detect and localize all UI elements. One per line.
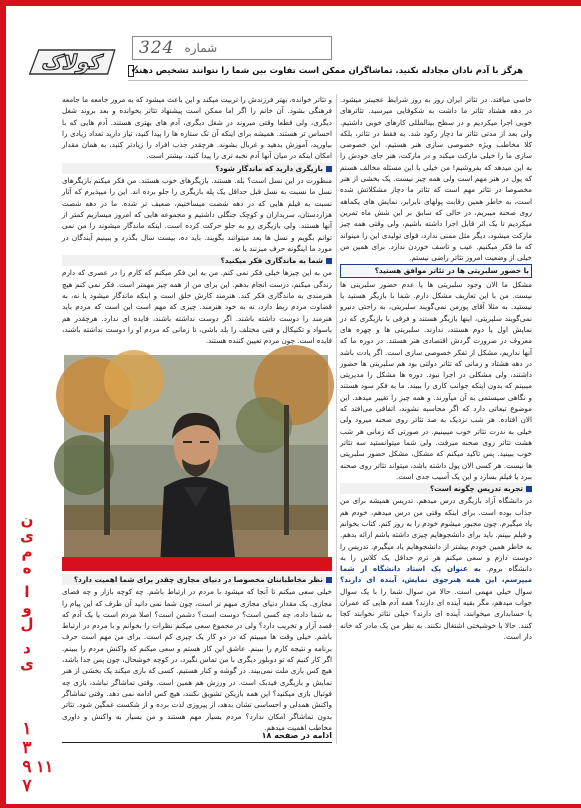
side-word-first [20, 512, 34, 576]
right-column [340, 94, 532, 744]
side-digit: ۱ [22, 719, 32, 739]
portrait-photo [64, 355, 328, 567]
bottom-red-border [0, 804, 581, 808]
page-number: ۱۱ [36, 757, 54, 776]
side-year [22, 720, 31, 796]
tagline-row [128, 64, 523, 78]
logo-text: کولاک [39, 50, 105, 74]
question-heading: به عنوان یک استاد دانشگاه از شما میپرسم، این همه هنرجوی نمایش، آینده ای دارند؟ [340, 564, 532, 585]
subheading: شما به ماندگاری فکر میکنید؟ [62, 255, 332, 266]
issue-number: 324 [139, 38, 175, 58]
lower-left-column [62, 573, 332, 732]
paragraph: در دانشگاه آزاد بازیگری درس میدهم. تدریس همیشه برای من جذاب بوده است. برای اینکه وقتی من درس میدهم، خودم هم یاد میگیرم. چون مجبور میشوم خودم را به روز کنم. کتاب بخوانم و فیلم ببینم. باید برای دانشجوهایم چیزی داشته باشم ارائه بدهم. به خاطر همین خودم بیشتر از دانشجوهایم یاد میگیرم. تدریس را دوست دارم و سعی میکنم هر ترم حداقل یک کلاس را به دانشگاه بروم. [340, 496, 532, 574]
kolak-logo [22, 44, 122, 82]
photo-caption-bar [62, 557, 332, 571]
header-rule [128, 80, 528, 81]
side-label [12, 512, 42, 796]
continue-text: ادامه در صفحه ۱۸ [261, 730, 332, 740]
top-red-border [0, 0, 581, 6]
paragraph: مشکل ما الان وجود سلبریتی ها یا عدم حضور سلبریتی ها نیست. من با این تعاریف مشکل دارم. شما با بازیگر هستید یا نیستید. به مثلا آقای پورمن نمی‌گویند سلبریتی، به راحتی دنیرو نمی‌گویند سلبریتی، اینها بازیگر هستند و فرقی با بازیگری که در نمایش اول یا دوم هستند، ندارند. سلبریتی ها و چهره های معروف در ضرورت گردش اقتصادی هنر هستند. در دوره ما که آنها نداریم، مشکل از تفکر خصوصی سازی است. اگر یادت باشد در دهه هشتاد و زمانی که تئاتر دولتی بود هم سلبریتی ها حضور داشتند، ولی مشکلی در اجرا نبود. دوره ها مشکل را مدیریتی میبینم که بدون اینکه جوانب کاری را ببیند. ما به فکر سود هستند و نگاهی سیستمی به آن میآورند. و همه چیز را تغییر میدهد. این موضوع تبعاتی دارد که اگر محاسبه نشوند، اتفاقی می‌افتد که الان افتاده. هر شب نزدیک به صد تئاتر روی صحنه میرود ولی خیلی به ندرت تئاتر خوب میبینیم. در صورتی که زمانی هر شب هشت تئاتر روی صحنه میرفت. ولی شما میتوانستید سه تئاتر خوب ببینید. پس تاکید میکنم که مشکل، مشکل حضور سلبریتی ها نیست. هر کسی الان پول داشته باشد، میتواند تئاتر روی صحنه ببرد یا فیلم بسازد و این یک آسیب جدی است. [340, 279, 532, 481]
side-word-second [20, 584, 33, 632]
side-digit: ۹ [22, 757, 32, 777]
side-char: ی [20, 655, 34, 673]
side-char: ا [24, 583, 30, 601]
column-divider [336, 94, 337, 744]
side-char: ن [20, 511, 34, 529]
side-word-third [20, 640, 34, 672]
paragraph: من به این چیزها خیلی فکر نمی کنم. من به این فکر میکنم که کارم را در عصری که دارم زندگی میکنم، درست انجام بدهم. این برای من از همه چیز مهمتر است. فکر نمی کنم هیچ هنرمندی به ماندگاری فکر کند. هنرمند کارش خلق است و اینکه ماندگار میشود یا نه، به قضاوت مردم ربط دارد، نه به خود هنرمند. چیزی که مهم است این است که مردم باید هنرمند را دوست داشته باشند. اگر دوست نداشته باشند، فایده ای ندارد. هرچقدر هم باسواد و تکنیکال و فنی مختلف را بلد باشی، تا زمانی که مردم او را دوست نداشته باشند، فایده است. چون مردم تعیین کننده هستند. [62, 268, 332, 346]
side-char: ه [22, 559, 32, 577]
tagline: هرگز با آدم نادان مجادله نکنید. تماشاگران ممکن است تفاوت بین شما را نتوانند تشخیص دهند [134, 66, 523, 76]
issue-box [132, 36, 332, 60]
side-char: د [23, 639, 31, 657]
side-digit: ۷ [22, 776, 32, 796]
subheading: بازیگری دارید که ماندگار شود؟ [62, 163, 332, 174]
issue-label: شماره [184, 41, 218, 55]
paragraph: خیلی سعی میکنم تا آنجا که میشود با مردم در ارتباط باشم. چه کوچه بازار و چه فضای مجازی. یک مقدار دنیای مجازی مبهم تر است، چون شما نمی دانید آن طرف که این پیام را به شما داده، چه کسی است؟ دوست است؟ دشمن است؟ اصلا مردم است یا یک آدم که قصد آزار و تخریب دارد؟ ولی در مجموع سعی میکنم نظرات را بخوانم و با مردم در ارتباط باشم. خیلی وقت ها میبینم که در دو کار یک چیزی کم است. برای من مهم است حرف برنامه و نتیجه کارم را ببینم. عاشق این کار هستم و سعی میکنم که واکنش مردم را ببینم. اگر کار کنیم که تو دوبلور دیگری با من تماس نگیرد، در کوچه خوشحال، چون پس جدا باشد، هیچ کس بازی ملت نمی‌بیند. در گوشه و کنار هستیم. کسی که بازی میکند یک بخشی از هنر نمایش و بازیگری فیدبک است. در ورزش هم همین است. وقتی تماشاگر نباشد، بازی چه فوتبال بازی میکنید؟ این همه بازیکن تشویق نکنند، هیچ کس ادامه نمی دهد. وقتی تماشاگر واکنش همدلی و احساسی تشان بدهد، از پیروزی لذت برده و از شکست غمگین شود. تئاتر بدون تماشاگر امکان ندارد؟ مردم بسیار مهم هستند و من بسیار به واکنش و داوری مخاطب اهمیت میدهم. [62, 587, 332, 732]
continue-note [80, 728, 332, 742]
paragraph: خاصی میافتد. در تئاتر ایران روز به روز شرایط عجیبتر میشود. در دهه هشتاد تئاتر ما داشت به شکوفایی میرسید. تئاترهای خوبی اجرا میکردیم و در سطح بینالمللی کارهای خوبی داشتیم. ولی بعد از مدتی تئاتر ما دچار رکود شد. به فقط در تئاتر، بلکه کلا مخاطب ویژه خصوصی سازی هنر هستیم. این خصوصی سازی ما را خیلی مارکت میکند و در مارکت، هنر جای خودش را به این میدهد که بفروشیم! من خیلی با این مسئله مخالف هستم که پول در هنر مهم است ولی همه چیز نیست. یک بخشی از هنر مخصوصا در تئاتر مهم است که تئاتر ما دچار مشکلاتش شده است، به خاطر همین رقابت پولهای نابرابر، نمایش های یکماهه روی صحنه میبریم، در حالی که سابق بر این شش ماه تمرین میکردیم تا یک اثر قابل اجرا داشته باشیم، ولی وقتی همه چیز مارکت میشود، دیگر مثل ممنی ندارد، قوای تولیدی این را میتواند که ما فکر میکنیم. عیب و تاسف خوردن ندارد. برای همین من خیلی از وضعیت امروز تئاتر راضی نیستم. [340, 95, 532, 263]
side-char: ل [20, 615, 34, 633]
side-char: و [22, 599, 32, 617]
continue-rule [62, 742, 332, 743]
side-char: م [21, 543, 33, 561]
side-digit: ۳ [22, 738, 32, 758]
subheading: با حضور سلبریتی ها در تئاتر موافق هستید؟ [340, 264, 532, 277]
side-char: ی [20, 527, 34, 545]
paragraph: منظورت در این نسل است؟ بله. هستند. بازیگرهای خوب هستند. من فکر میکنم بازیگرهای نسل ما نسبت به نسل قبل حداقل یک پله بازیگری را جلو برده اند. این را میپذیرم که آثار نسبت به فیلم هایی که در دهه شصت میساختیم، ضعیف تر شده. ما در دهه شصت هزاردستان، سربداران و کوچک جنگلی داشتیم و مجموعه هایی که امروز میسازیم کمتر از آنها هستند. ولی بازیگری رو به جلو حرکت کرده است. اینکه ماندگار میشوند را من نمی توانم بگویم و نسل ها بعد میتوانند بگویند. باید ده، بیست سال بگذرد و ببینیم آیندگان در مورد ما اینگونه حرف میزنند یا نه. [62, 176, 332, 253]
left-red-border [0, 0, 6, 808]
paragraph: سوال خیلی مهمی است. حالا من سوال شما را با یک سوال جواب میدهم، مگر بقیه آینده ای دارند؟ همه آدم هایی که عمران یا حسابداری میخوانند، آینده ای دارند؟ خیلی تئاتر نخوانند کجا کنند. حالا با خوشبختی اشتغال نکنند. به نظر من یک مادر که خانه دار است. [340, 586, 532, 641]
checkbox-icon [128, 65, 134, 77]
subheading: نظر مخاطباننان مخصوصا در دنیای مجازی چقدر برای شما اهمیت دارد؟ [62, 574, 332, 585]
subheading: تجربه تدریس چگونه است؟ [340, 483, 532, 494]
paragraph: و تئاتر خوانده، بهتر فرزندش را تربیت میکند و این باعث میشود که به مرور جامعه ما جامعه فرهنگی بشود. آن خانم را اگر اما ممکن است پیشنهاد تئاتر بخوانده و بعد بروند شغل دیگری، ولی قطعا وقتی میروند در شغل دیگری، آدم های بهتری هستند. آدم هایی که با احساس تر هستند. همیشه برای اینکه آن تک ستاره ها را پیدا کنید، تیاز دارید تعداد زیادی را بیاورید، آموزش بدهید و غربال بشوند. هرچقدر جذب افراد را زیادتر کنید، به همان مقدار امکان اینکه در میان آنها آدم نخبه تری را پیدا کنید، بیشتر است. [62, 95, 332, 161]
